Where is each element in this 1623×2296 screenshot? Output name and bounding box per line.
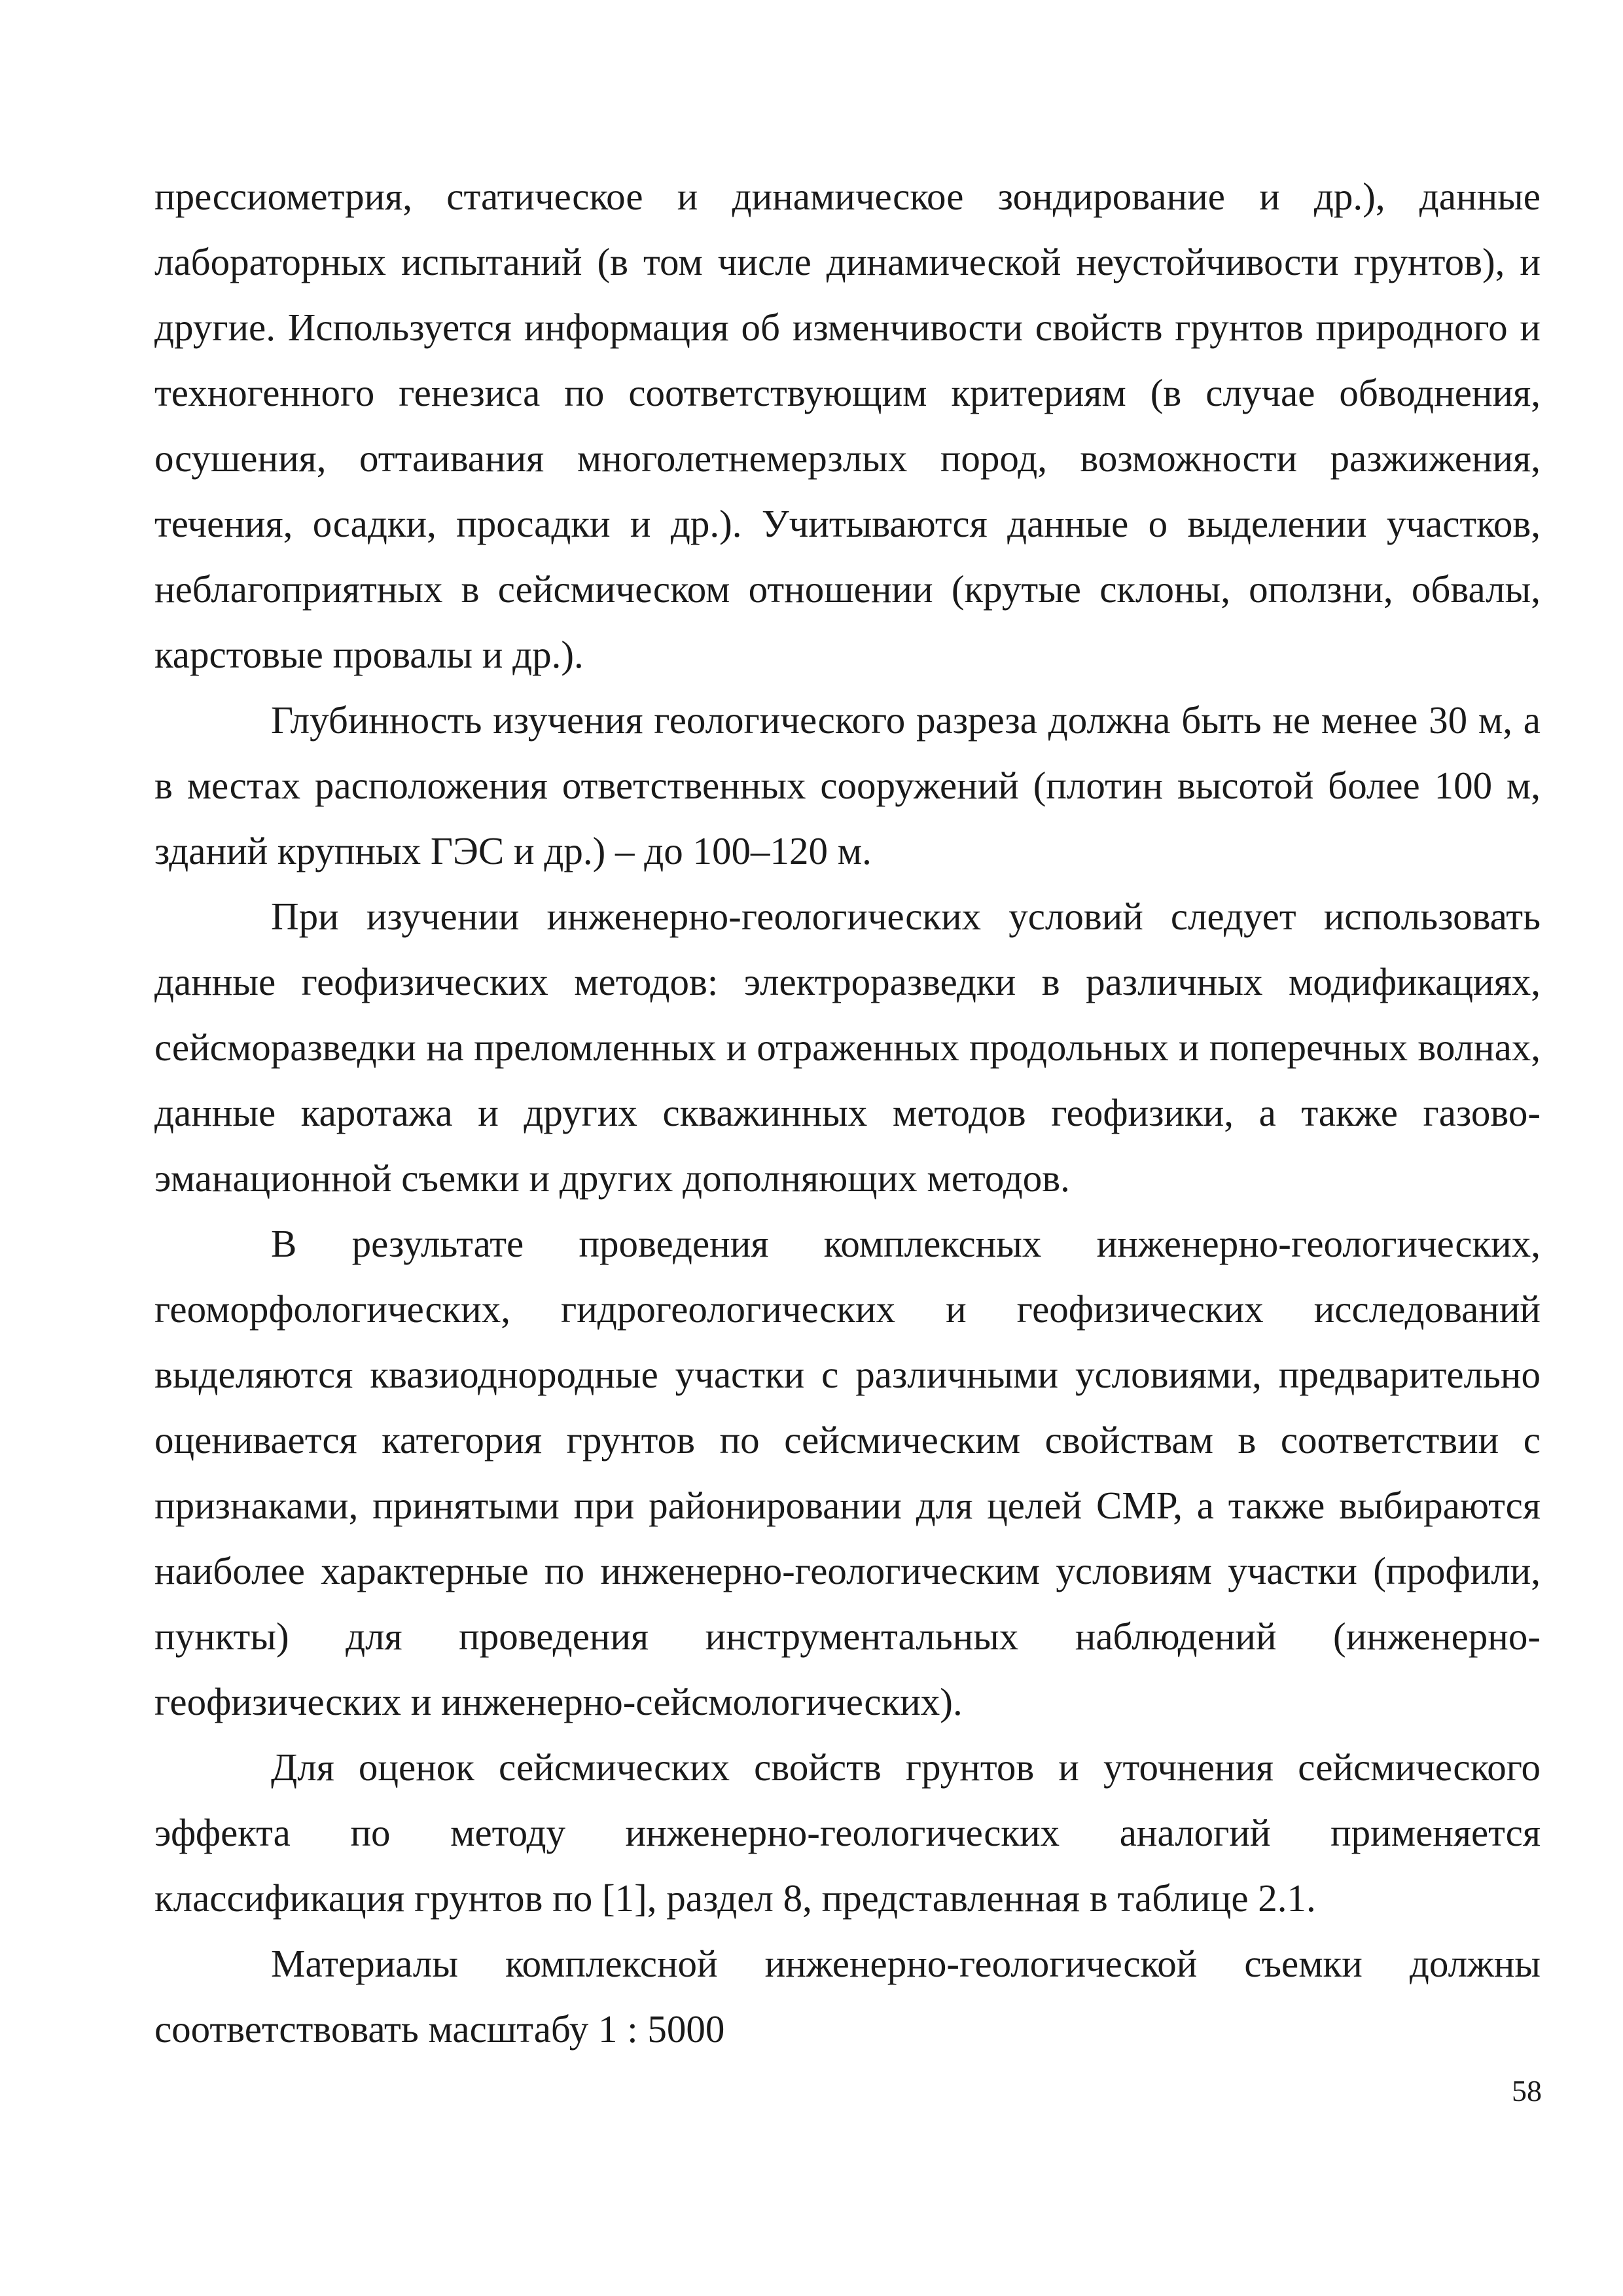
paragraph-4: В результате проведения комплексных инженерно-геологических, геоморфологических, гидрогеологических и геофизических исследований выделяются квазиоднородные участки с различными условиями, предварительно оценивается категория грунтов по сейсмическим свойствам в соответствии с признаками, принятыми при районировании для целей СМР, а также выбираются наиболее характерные по инженерно-геологическим условиям участки (профили, пункты) для проведения инструментальных наблюдений (инженерно-геофизических и инженерно-сейсмологических). bbox=[154, 1222, 1541, 1723]
paragraph-1: прессиометрия, статическое и динамическое зондирование и др.), данные лабораторных испытаний (в том числе динамической неустойчивости грунтов), и другие. Используется информация об изменчивости свойств грунтов природного и техногенного генезиса по соответствующим критериям (в случае обводнения, осушения, оттаивания многолетнемерзлых пород, возможности разжижения, течения, осадки, просадки и др.). Учитываются данные о выделении участков, неблагоприятных в сейсмическом отношении (крутые склоны, оползни, обвалы, карстовые провалы и др.). bbox=[154, 175, 1541, 676]
body-text bbox=[154, 164, 1541, 2062]
paragraph-6: Материалы комплексной инженерно-геологической съемки должны соответствовать масштабу 1 : 5000 bbox=[154, 1942, 1541, 2051]
paragraph-3: При изучении инженерно-геологических условий следует использовать данные геофизических методов: электроразведки в различных модификациях, сейсморазведки на преломленных и отраженных продольных и поперечных волнах, данные каротажа и других скважинных методов геофизики, а также газово-эманационной съемки и других дополняющих методов. bbox=[154, 895, 1541, 1200]
paragraph-2: Глубинность изучения геологического разреза должна быть не менее 30 м, а в местах расположения ответственных сооружений (плотин высотой более 100 м, зданий крупных ГЭС и др.) – до 100–120 м. bbox=[154, 698, 1541, 872]
paragraph-5: Для оценок сейсмических свойств грунтов и уточнения сейсмического эффекта по методу инженерно-геологических аналогий применяется классификация грунтов по [1], раздел 8, представленная в таблице 2.1. bbox=[154, 1746, 1541, 1920]
page-number: 58 bbox=[1512, 2074, 1542, 2108]
